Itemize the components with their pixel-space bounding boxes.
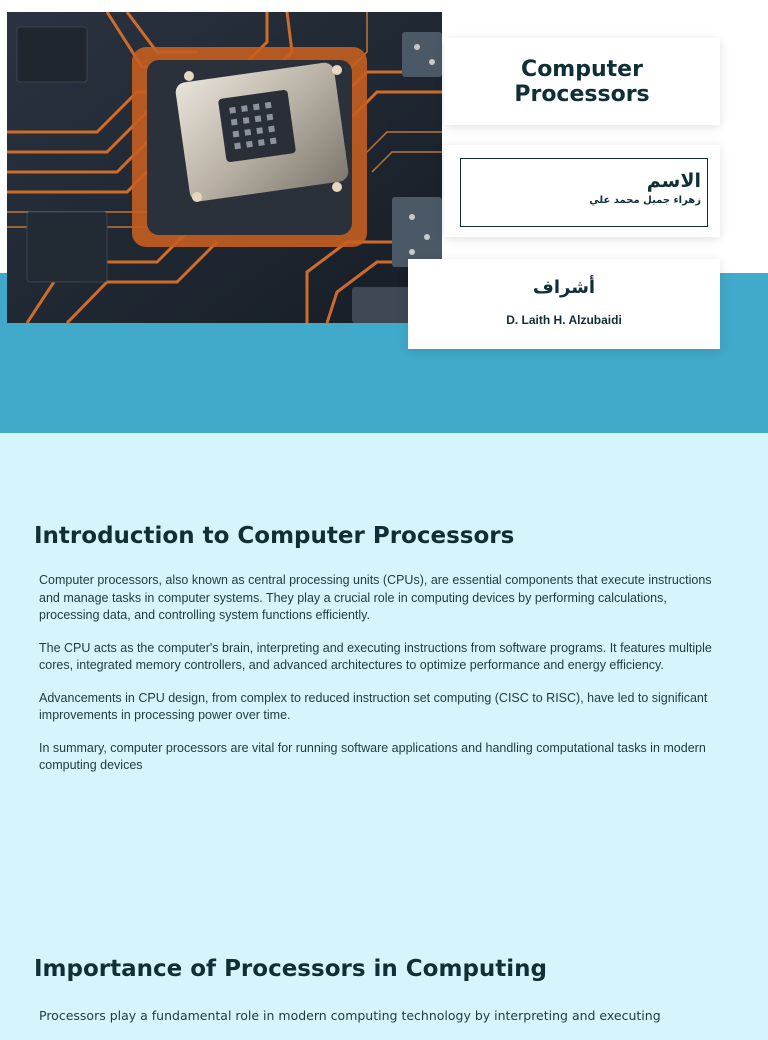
author-name: زهراء جميل محمد علي bbox=[589, 195, 701, 206]
paragraph: Advancements in CPU design, from complex to reduced instruction set computing (CISC to RISC), have led to significant improvements in processing power over time. bbox=[39, 690, 708, 722]
paragraph: Computer processors, also known as central processing units (CPUs), are essential components that execute instructions and manage tasks in computer systems. They play a crucial role in computing devices by performing calculations, processing data, and controlling system functions efficiently. bbox=[39, 573, 712, 622]
section-heading: Introduction to Computer Processors bbox=[34, 523, 515, 549]
author-label: الاسم bbox=[646, 170, 701, 192]
importance-section bbox=[34, 953, 714, 1040]
supervisor-name: D. Laith H. Alzubaidi bbox=[506, 313, 622, 327]
cpu-circuit-board-image bbox=[7, 12, 442, 323]
title-card bbox=[444, 38, 720, 125]
supervisor-card bbox=[408, 259, 720, 349]
page-title: Computer Processors bbox=[514, 56, 650, 107]
author-box bbox=[460, 158, 708, 227]
supervisor-label: أشراف bbox=[532, 277, 596, 298]
paragraph: Processors play a fundamental role in modern computing technology by interpreting and executing bbox=[39, 1008, 661, 1023]
paragraph: The CPU acts as the computer's brain, interpreting and executing instructions from software programs. It features multiple cores, integrated memory controllers, and advanced architectures to optimize performance and energy efficiency. bbox=[39, 640, 712, 672]
paragraph: In summary, computer processors are vital for running software applications and handling computational tasks in modern computing devices bbox=[39, 740, 706, 772]
author-card bbox=[444, 145, 720, 237]
intro-section bbox=[34, 520, 714, 790]
section-heading: Importance of Processors in Computing bbox=[34, 956, 547, 982]
